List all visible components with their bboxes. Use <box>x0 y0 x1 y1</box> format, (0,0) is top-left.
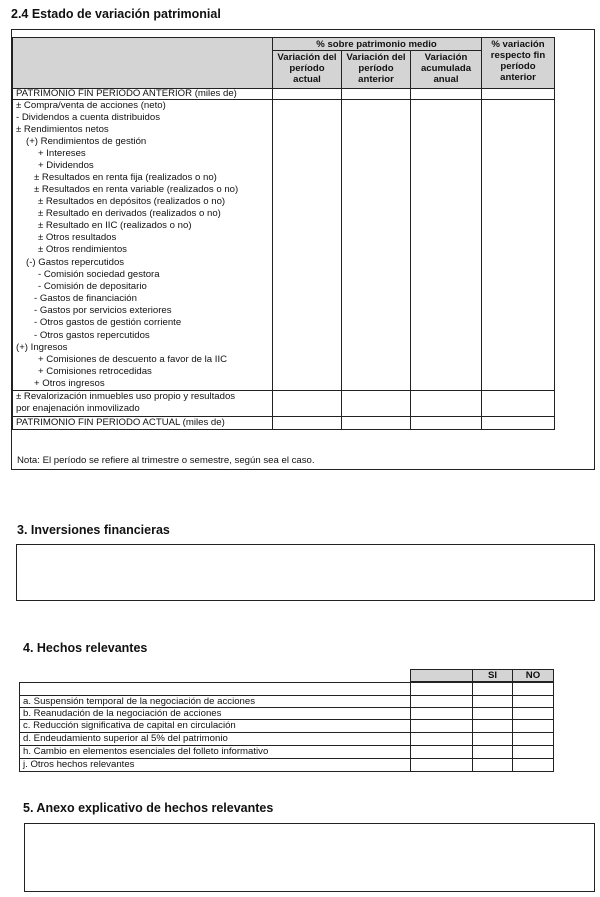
row-label: + Comisiones de descuento a favor de la IIC <box>38 354 228 365</box>
col-si-label: SI <box>487 670 498 681</box>
row-label: ± Otros resultados <box>38 232 117 243</box>
row-label: - Comisión sociedad gestora <box>38 269 160 280</box>
row-label: (+) Ingresos <box>16 342 68 353</box>
col-header-anterior: Variación del período anterior <box>346 52 406 85</box>
row-label: - Otros gastos de gestión corriente <box>34 317 182 328</box>
hechos-row-label: c. Reducción significativa de capital en circulación <box>23 720 236 731</box>
section-5-title: 5. Anexo explicativo de hechos relevantes <box>23 801 274 815</box>
row-label: (-) Gastos repercutidos <box>26 257 125 268</box>
section-4-title: 4. Hechos relevantes <box>23 641 148 655</box>
hechos-row-label: a. Suspensión temporal de la negociación de acciones <box>23 696 256 707</box>
row-label: ± Rendimientos netos <box>16 124 109 135</box>
row-label: ± Resultados en renta fija (realizados o no) <box>34 172 217 183</box>
row-label: ± Resultados en renta variable (realizados o no) <box>34 184 239 195</box>
group-header: % sobre patrimonio medio <box>316 39 437 50</box>
row-label: - Comisión de depositario <box>38 281 147 292</box>
col-header-actual: Variación del período actual <box>277 52 337 85</box>
row-label: ± Compra/venta de acciones (neto) <box>16 100 166 111</box>
row-label: ± Resultado en IIC (realizados o no) <box>38 220 192 231</box>
row-label: (+) Rendimientos de gestión <box>26 136 147 147</box>
col-no-label: NO <box>525 670 541 681</box>
hechos-row-label: h. Cambio en elementos esenciales del folleto informativo <box>23 746 269 757</box>
row-label: ± Resultados en depósitos (realizados o no) <box>38 196 226 207</box>
hechos-row-label: j. Otros hechos relevantes <box>23 759 135 770</box>
row-label: - Gastos de financiación <box>34 293 137 304</box>
row-label: ± Otros rendimientos <box>38 244 127 255</box>
anexo-explicativo-box[interactable] <box>24 823 595 892</box>
row-label: - Otros gastos repercutidos <box>34 330 150 341</box>
hechos-row-label: d. Endeudamiento superior al 5% del patrimonio <box>23 733 228 744</box>
row-label: + Otros ingresos <box>34 378 105 389</box>
row-label: - Dividendos a cuenta distribuidos <box>16 112 160 123</box>
row-label: PATRIMONIO FIN PERIODO ANTERIOR (miles de) <box>16 88 237 99</box>
col-header-acumulada: Variación acumulada anual <box>420 52 472 85</box>
row-label: por enajenación inmovilizado <box>16 403 140 414</box>
row-label: - Gastos por servicios exteriores <box>34 305 172 316</box>
section-24-title: 2.4 Estado de variación patrimonial <box>11 7 221 21</box>
row-label: ± Resultado en derivados (realizados o no) <box>38 208 221 219</box>
row-label: ± Revalorización inmuebles uso propio y resultados <box>16 391 236 402</box>
hechos-row-label: b. Reanudación de la negociación de acciones <box>23 708 222 719</box>
section-3-title: 3. Inversiones financieras <box>17 523 170 537</box>
row-label: + Intereses <box>38 148 86 159</box>
inversiones-financieras-box[interactable] <box>16 544 595 601</box>
table-note: Nota: El período se refiere al trimestre o semestre, según sea el caso. <box>17 455 315 466</box>
row-label: + Comisiones retrocedidas <box>38 366 152 377</box>
row-label: PATRIMONIO FIN PERIODO ACTUAL (miles de) <box>16 417 225 428</box>
row-label: + Dividendos <box>38 160 94 171</box>
col-header-fin-periodo: % variación respecto fin período anterior <box>490 39 546 83</box>
